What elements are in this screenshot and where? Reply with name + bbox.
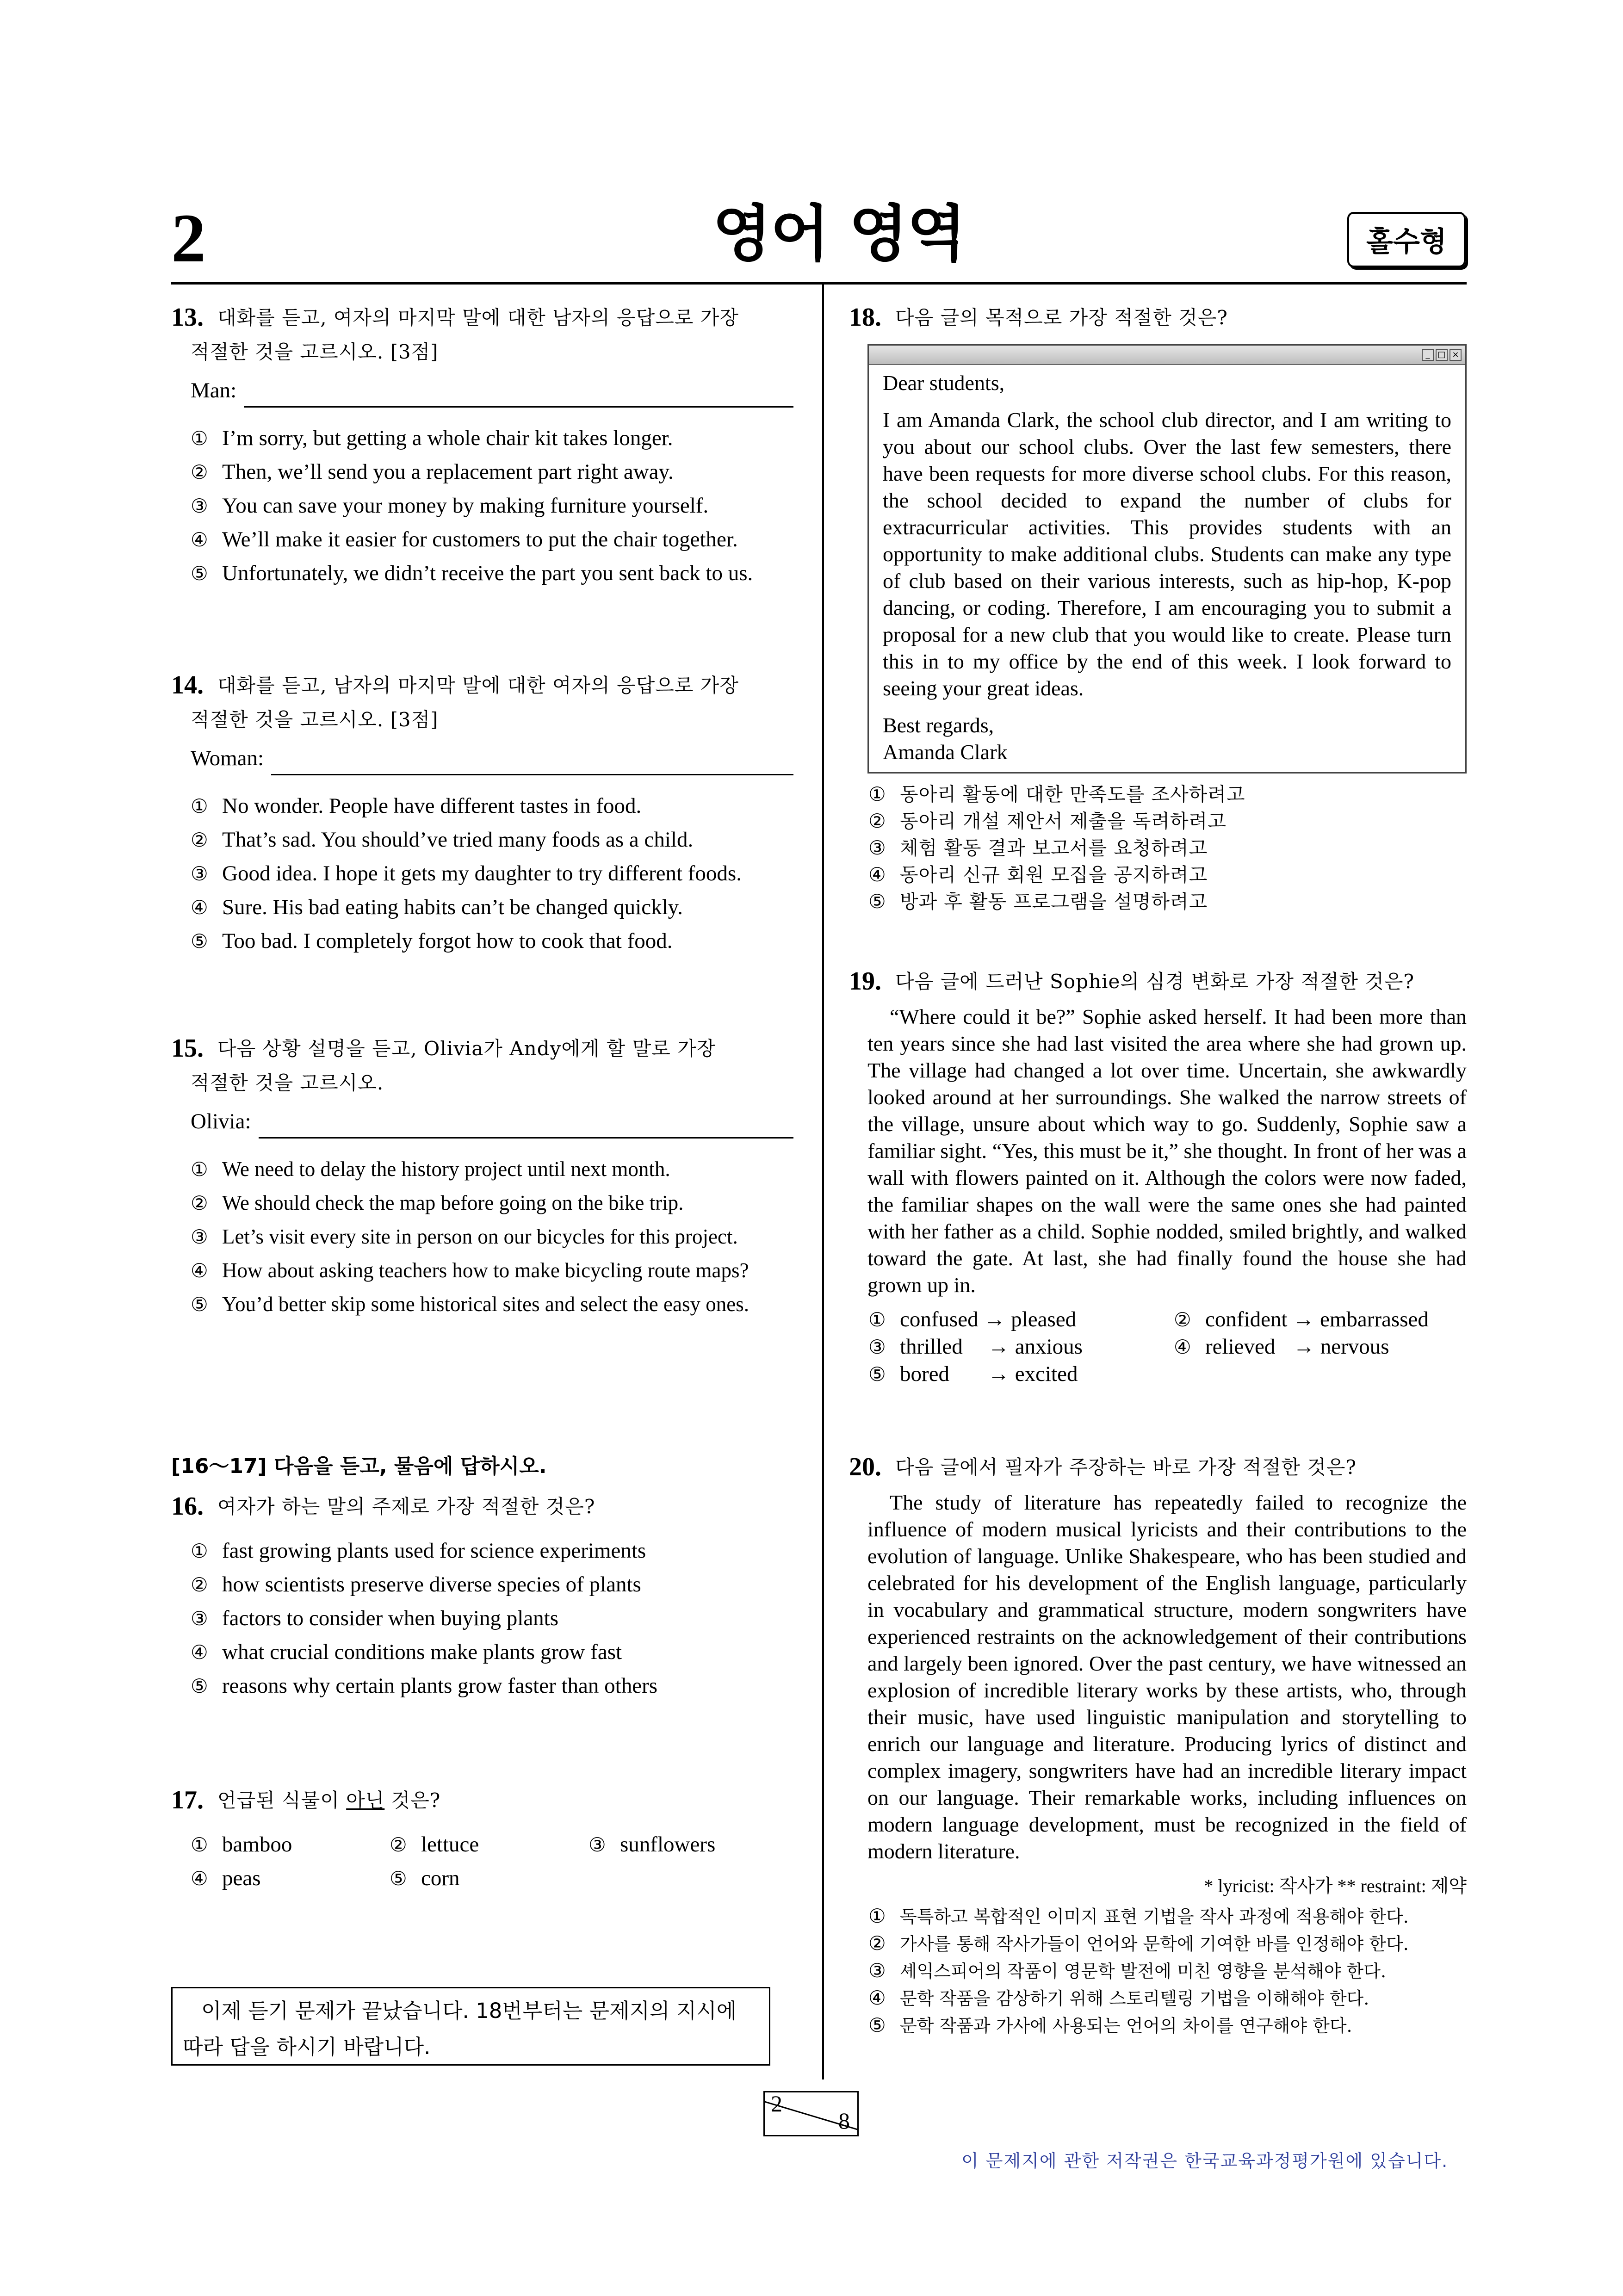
- option-text: what crucial conditions make plants grow fast: [222, 1640, 622, 1664]
- option-2[interactable]: [390, 1828, 588, 1862]
- option-text: 문학 작품을 감상하기 위해 스토리텔링 기법을 이해해야 한다.: [900, 1988, 1369, 2009]
- arrow-icon: →: [1293, 1335, 1315, 1359]
- option-text: 방과 후 활동 프로그램을 설명하려고: [900, 891, 1208, 913]
- question-number: 18.: [849, 303, 881, 332]
- option-mark: ⑤: [390, 1867, 407, 1890]
- question-prompt: 여자가 하는 말의 주제로 가장 적절한 것은?: [217, 1495, 595, 1518]
- speaker-label: Woman:: [191, 746, 264, 770]
- option-3[interactable]: [171, 857, 793, 891]
- total-pages: 8: [838, 2108, 850, 2134]
- option-1[interactable]: [171, 421, 793, 455]
- reading-passage: “Where could it be?” Sophie asked herself. It had been more than ten years since she had last visited the area where she had grown up. The village had changed a lot over time. Uncertain, she awkwardly looked around at her surroundings. She walked the narrow streets of the village, unsure about which way to go. Suddenly, Sophie saw a familiar sight. “Yes, this must be it,” she thought. In front of her was a wall with flowers painted on it. Although the colors were now faded, the familiar shapes on the wall were the same ones she had painted with her father as a child. Sophie nodded, smiled brightly, and walked toward the gate. At last, she had finally found the house she had grown up in.: [867, 1005, 1467, 1297]
- option-from: bored: [900, 1362, 950, 1386]
- option-text: I’m sorry, but getting a whole chair kit takes longer.: [222, 426, 673, 450]
- arrow-icon: →: [1293, 1307, 1315, 1331]
- option-mark: ③: [191, 1225, 208, 1248]
- question-number: 14.: [171, 671, 204, 699]
- option-4[interactable]: [171, 523, 793, 557]
- option-text: That’s sad. You should’ve tried many foods as a child.: [222, 828, 694, 852]
- option-to: pleased: [1011, 1307, 1077, 1331]
- option-grid: [849, 1306, 1467, 1388]
- answer-blank: [244, 382, 793, 408]
- option-4[interactable]: [849, 861, 1467, 888]
- question-17: [171, 1783, 793, 1895]
- option-text: 체험 활동 결과 보고서를 요청하려고: [900, 837, 1208, 859]
- question-prompt: 대화를 듣고, 여자의 마지막 말에 대한 남자의 응답으로 가장: [217, 306, 739, 329]
- option-text: Let’s visit every site in person on our bicycles for this project.: [222, 1225, 738, 1248]
- question-prompt: 대화를 듣고, 남자의 마지막 말에 대한 여자의 응답으로 가장: [217, 674, 739, 697]
- option-text: 셰익스피어의 작품이 영문학 발전에 미친 영향을 분석해야 한다.: [900, 1961, 1387, 1981]
- option-mark: ③: [191, 1607, 208, 1630]
- question-number: 17.: [171, 1786, 204, 1814]
- header-rule: [171, 282, 1467, 285]
- option-3[interactable]: [588, 1828, 787, 1862]
- option-grid: [171, 1828, 793, 1895]
- option-5[interactable]: [390, 1862, 588, 1895]
- option-1[interactable]: [171, 789, 793, 823]
- option-text: We should check the map before going on the bike trip.: [222, 1191, 684, 1214]
- option-text: 독특하고 복합적인 이미지 표현 기법을 작사 과정에 적용해야 한다.: [900, 1906, 1409, 1927]
- option-1[interactable]: [868, 1306, 1174, 1333]
- window-titlebar: [869, 346, 1465, 365]
- answer-blank: [259, 1113, 793, 1139]
- option-mark: ④: [191, 896, 208, 919]
- option-to: excited: [1015, 1362, 1078, 1386]
- question-number: 15.: [171, 1034, 204, 1063]
- question-number: 20.: [849, 1453, 881, 1481]
- option-text: No wonder. People have different tastes in food.: [222, 794, 642, 818]
- option-text: We’ll make it easier for customers to put the chair together.: [222, 527, 738, 551]
- question-number: 13.: [171, 303, 204, 332]
- option-mark: ④: [191, 1641, 208, 1664]
- option-mark: ⑤: [191, 562, 208, 585]
- option-text: Unfortunately, we didn’t receive the part you sent back to us.: [222, 561, 753, 585]
- option-to: embarrassed: [1320, 1307, 1429, 1331]
- reading-passage: The study of literature has repeatedly failed to recognize the influence of modern musical lyricists and their contributions to the evolution of language. Unlike Shakespeare, who has been studied and celebrated for his development of the English language, particularly in vocabulary and grammatical structure, modern songwriters have experienced restraints on the acknowledgement of their contributions and largely been ignored. Over the past century, we have witnessed an explosion of incredible literary works by these artists, who, through their music, have used linguistic manipulation and storytelling to enrich our language and literature. Producing lyrics of distinct and complex imagery, songwriters have had an incredible literary impact on our language. Their remarkable works, including influences on modern language development, must be recognized in the field of modern literature.: [867, 1491, 1467, 1863]
- option-to: anxious: [1015, 1335, 1083, 1359]
- option-2[interactable]: [171, 1186, 793, 1220]
- option-4[interactable]: [171, 891, 793, 924]
- option-mark: ④: [1174, 1336, 1191, 1358]
- option-mark: ①: [191, 1158, 208, 1181]
- question-prompt: [217, 1783, 440, 1818]
- question-13: [171, 301, 793, 590]
- option-mark: ③: [588, 1833, 606, 1856]
- column-divider: [822, 285, 824, 2079]
- question-number: 16.: [171, 1492, 204, 1521]
- option-mark: ④: [191, 528, 208, 551]
- question-prompt-continued: 적절한 것을 고르시오.: [191, 1071, 384, 1094]
- arrow-icon: →: [988, 1362, 1010, 1386]
- option-4[interactable]: [849, 1985, 1467, 2012]
- option-mark: ③: [191, 862, 208, 885]
- option-mark: ⑤: [191, 1675, 208, 1697]
- question-14: [171, 668, 793, 958]
- speaker-label: Man:: [191, 378, 237, 402]
- question-prompt: 다음 글의 목적으로 가장 적절한 것은?: [895, 306, 1228, 329]
- letter-closing: Best regards,: [883, 713, 994, 737]
- letter-signature: Amanda Clark: [883, 740, 1008, 764]
- option-mark: ②: [191, 1573, 208, 1596]
- option-3[interactable]: [868, 1333, 1174, 1361]
- option-1[interactable]: [171, 1152, 793, 1186]
- option-mark: ③: [868, 836, 886, 859]
- option-from: confused: [900, 1307, 979, 1331]
- option-2[interactable]: [171, 455, 793, 489]
- question-prompt: 다음 글에서 필자가 주장하는 바로 가장 적절한 것은?: [895, 1456, 1357, 1479]
- option-mark: ①: [868, 1308, 886, 1331]
- option-mark: ②: [191, 829, 208, 851]
- minimize-icon[interactable]: _: [1422, 349, 1434, 361]
- question-18: [849, 301, 1467, 915]
- question-prompt: 다음 상황 설명을 듣고, Olivia가 Andy에게 할 말로 가장: [217, 1037, 716, 1060]
- letter-window: [867, 344, 1467, 774]
- prompt-text-end: 것은?: [384, 1789, 441, 1812]
- option-mark: ②: [868, 810, 886, 832]
- current-page: 2: [771, 2091, 782, 2117]
- option-mark: ③: [868, 1336, 886, 1358]
- section-16-17: [171, 1449, 793, 1703]
- option-2[interactable]: [849, 808, 1467, 835]
- option-mark: ①: [191, 1540, 208, 1562]
- option-text: sunflowers: [620, 1832, 716, 1857]
- option-3[interactable]: [171, 1602, 793, 1635]
- prompt-text: 언급된 식물이: [217, 1789, 347, 1812]
- letter-body: [869, 365, 1465, 772]
- option-mark: ②: [191, 461, 208, 483]
- maximize-icon[interactable]: □: [1436, 349, 1448, 361]
- option-text: How about asking teachers how to make bicycling route maps?: [222, 1259, 749, 1282]
- option-mark: ①: [868, 783, 886, 805]
- option-mark: ④: [868, 863, 886, 886]
- listening-end-notice: 이제 듣기 문제가 끝났습니다. 18번부터는 문제지의 지시에 따라 답을 하시기 바랍니다.: [171, 1987, 770, 2066]
- option-3[interactable]: [849, 1957, 1467, 1985]
- option-mark: ⑤: [868, 1363, 886, 1386]
- option-mark: ⑤: [191, 930, 208, 953]
- option-mark: ②: [868, 1932, 886, 1955]
- close-icon[interactable]: ×: [1450, 349, 1462, 361]
- option-text: how scientists preserve diverse species of plants: [222, 1572, 641, 1597]
- option-text: bamboo: [222, 1832, 292, 1857]
- option-4[interactable]: [191, 1862, 390, 1895]
- option-1[interactable]: [849, 1903, 1467, 1930]
- arrow-icon: →: [988, 1335, 1010, 1359]
- letter-text: I am Amanda Clark, the school club director, and I am writing to you about our school clubs. Over the last few semesters, there have been requests for more diverse school clubs. For this reason, the school decided to expand the number of clubs for extracurricular activities. This provides students with an opportunity to make additional clubs. Students can make any type of club based on their various interests, such as hip-hop, K-pop dancing, or coding. Therefore, I am encouraging you to submit a proposal for a new club that you would like to create. Please turn this in to my office by the end of this week. I look forward to seeing your great ideas.: [883, 408, 1451, 700]
- option-text: We need to delay the history project until next month.: [222, 1157, 670, 1181]
- option-mark: ②: [191, 1192, 208, 1214]
- option-text: 동아리 개설 제안서 제출을 독려하려고: [900, 810, 1227, 832]
- letter-greeting: Dear students,: [883, 371, 1005, 395]
- option-4[interactable]: [171, 1254, 793, 1287]
- option-1[interactable]: [849, 781, 1467, 808]
- option-mark: ①: [868, 1905, 886, 1927]
- option-text: reasons why certain plants grow faster than others: [222, 1674, 658, 1698]
- option-mark: ④: [191, 1867, 208, 1890]
- option-mark: ③: [191, 495, 208, 517]
- option-mark: ①: [191, 427, 208, 450]
- option-text: Sure. His bad eating habits can’t be changed quickly.: [222, 895, 683, 919]
- form-type-badge: 홀수형: [1347, 212, 1466, 267]
- option-from: thrilled: [900, 1335, 963, 1359]
- option-from: confident: [1205, 1307, 1288, 1331]
- option-text: 동아리 신규 회원 모집을 공지하려고: [900, 864, 1208, 886]
- answer-line: [191, 1105, 793, 1139]
- option-text: You can save your money by making furniture yourself.: [222, 494, 709, 518]
- option-text: Good idea. I hope it gets my daughter to try different foods.: [222, 861, 742, 885]
- option-mark: ①: [191, 1833, 208, 1856]
- option-2[interactable]: [849, 1930, 1467, 1957]
- question-19: [849, 965, 1467, 1388]
- option-4[interactable]: [1174, 1333, 1479, 1361]
- question-15: [171, 1032, 793, 1321]
- option-text: Too bad. I completely forgot how to cook that food.: [222, 929, 673, 953]
- question-number: 19.: [849, 967, 881, 996]
- option-text: corn: [421, 1866, 460, 1890]
- option-5[interactable]: [849, 2012, 1467, 2039]
- arrow-icon: →: [984, 1307, 1006, 1331]
- option-1[interactable]: [171, 1534, 793, 1568]
- option-5[interactable]: [171, 1287, 793, 1321]
- option-text: factors to consider when buying plants: [222, 1606, 559, 1630]
- option-2[interactable]: [171, 1568, 793, 1602]
- answer-blank: [271, 750, 793, 775]
- question-prompt-continued: 적절한 것을 고르시오. [3점]: [191, 708, 439, 731]
- option-1[interactable]: [191, 1828, 390, 1862]
- option-text: fast growing plants used for science experiments: [222, 1539, 646, 1563]
- option-mark: ⑤: [868, 2014, 886, 2036]
- option-5[interactable]: [849, 888, 1467, 915]
- option-text: You’d better skip some historical sites and select the easy ones.: [222, 1293, 749, 1316]
- question-20: [849, 1450, 1467, 2039]
- option-mark: ④: [191, 1259, 208, 1282]
- option-text: 동아리 활동에 대한 만족도를 조사하려고: [900, 783, 1245, 805]
- option-2[interactable]: [1174, 1306, 1479, 1333]
- option-from: relieved: [1205, 1335, 1276, 1359]
- option-5[interactable]: [868, 1361, 1174, 1388]
- vocab-footnote: * lyricist: 작사가 ** restraint: 제약: [1204, 1875, 1467, 1896]
- option-5[interactable]: [171, 924, 793, 958]
- section-heading: [16～17] 다음을 듣고, 물음에 답하시오.: [171, 1454, 547, 1478]
- option-3[interactable]: [171, 1220, 793, 1254]
- option-mark: ⑤: [191, 1293, 208, 1316]
- option-text: lettuce: [421, 1832, 479, 1857]
- speaker-label: Olivia:: [191, 1109, 251, 1133]
- prompt-emphasis: 아닌: [346, 1789, 385, 1812]
- page-number: 2: [171, 200, 206, 277]
- answer-line: [191, 742, 793, 775]
- copyright-notice: 이 문제지에 관한 저작권은 한국교육과정평가원에 있습니다.: [961, 2151, 1449, 2171]
- option-2[interactable]: [171, 823, 793, 857]
- option-text: peas: [222, 1866, 261, 1890]
- question-prompt: 다음 글에 드러난 Sophie의 심경 변화로 가장 적절한 것은?: [895, 970, 1415, 993]
- option-mark: ⑤: [868, 890, 886, 913]
- subject-title: 영어 영역: [712, 198, 966, 270]
- option-text: 문학 작품과 가사에 사용되는 언어의 차이를 연구해야 한다.: [900, 2016, 1352, 2036]
- option-text: 가사를 통해 작사가들이 언어와 문학에 기여한 바를 인정해야 한다.: [900, 1934, 1409, 1954]
- option-mark: ②: [390, 1833, 407, 1856]
- option-mark: ②: [1174, 1308, 1191, 1331]
- option-5[interactable]: [171, 1669, 793, 1703]
- option-3[interactable]: [171, 489, 793, 523]
- option-text: Then, we’ll send you a replacement part right away.: [222, 460, 674, 484]
- option-mark: ③: [868, 1959, 886, 1982]
- option-3[interactable]: [849, 835, 1467, 861]
- option-mark: ①: [191, 795, 208, 817]
- option-to: nervous: [1320, 1335, 1389, 1359]
- option-5[interactable]: [171, 557, 793, 590]
- question-prompt-continued: 적절한 것을 고르시오. [3점]: [191, 340, 439, 363]
- answer-line: [191, 374, 793, 408]
- option-mark: ④: [868, 1987, 886, 2009]
- option-4[interactable]: [171, 1635, 793, 1669]
